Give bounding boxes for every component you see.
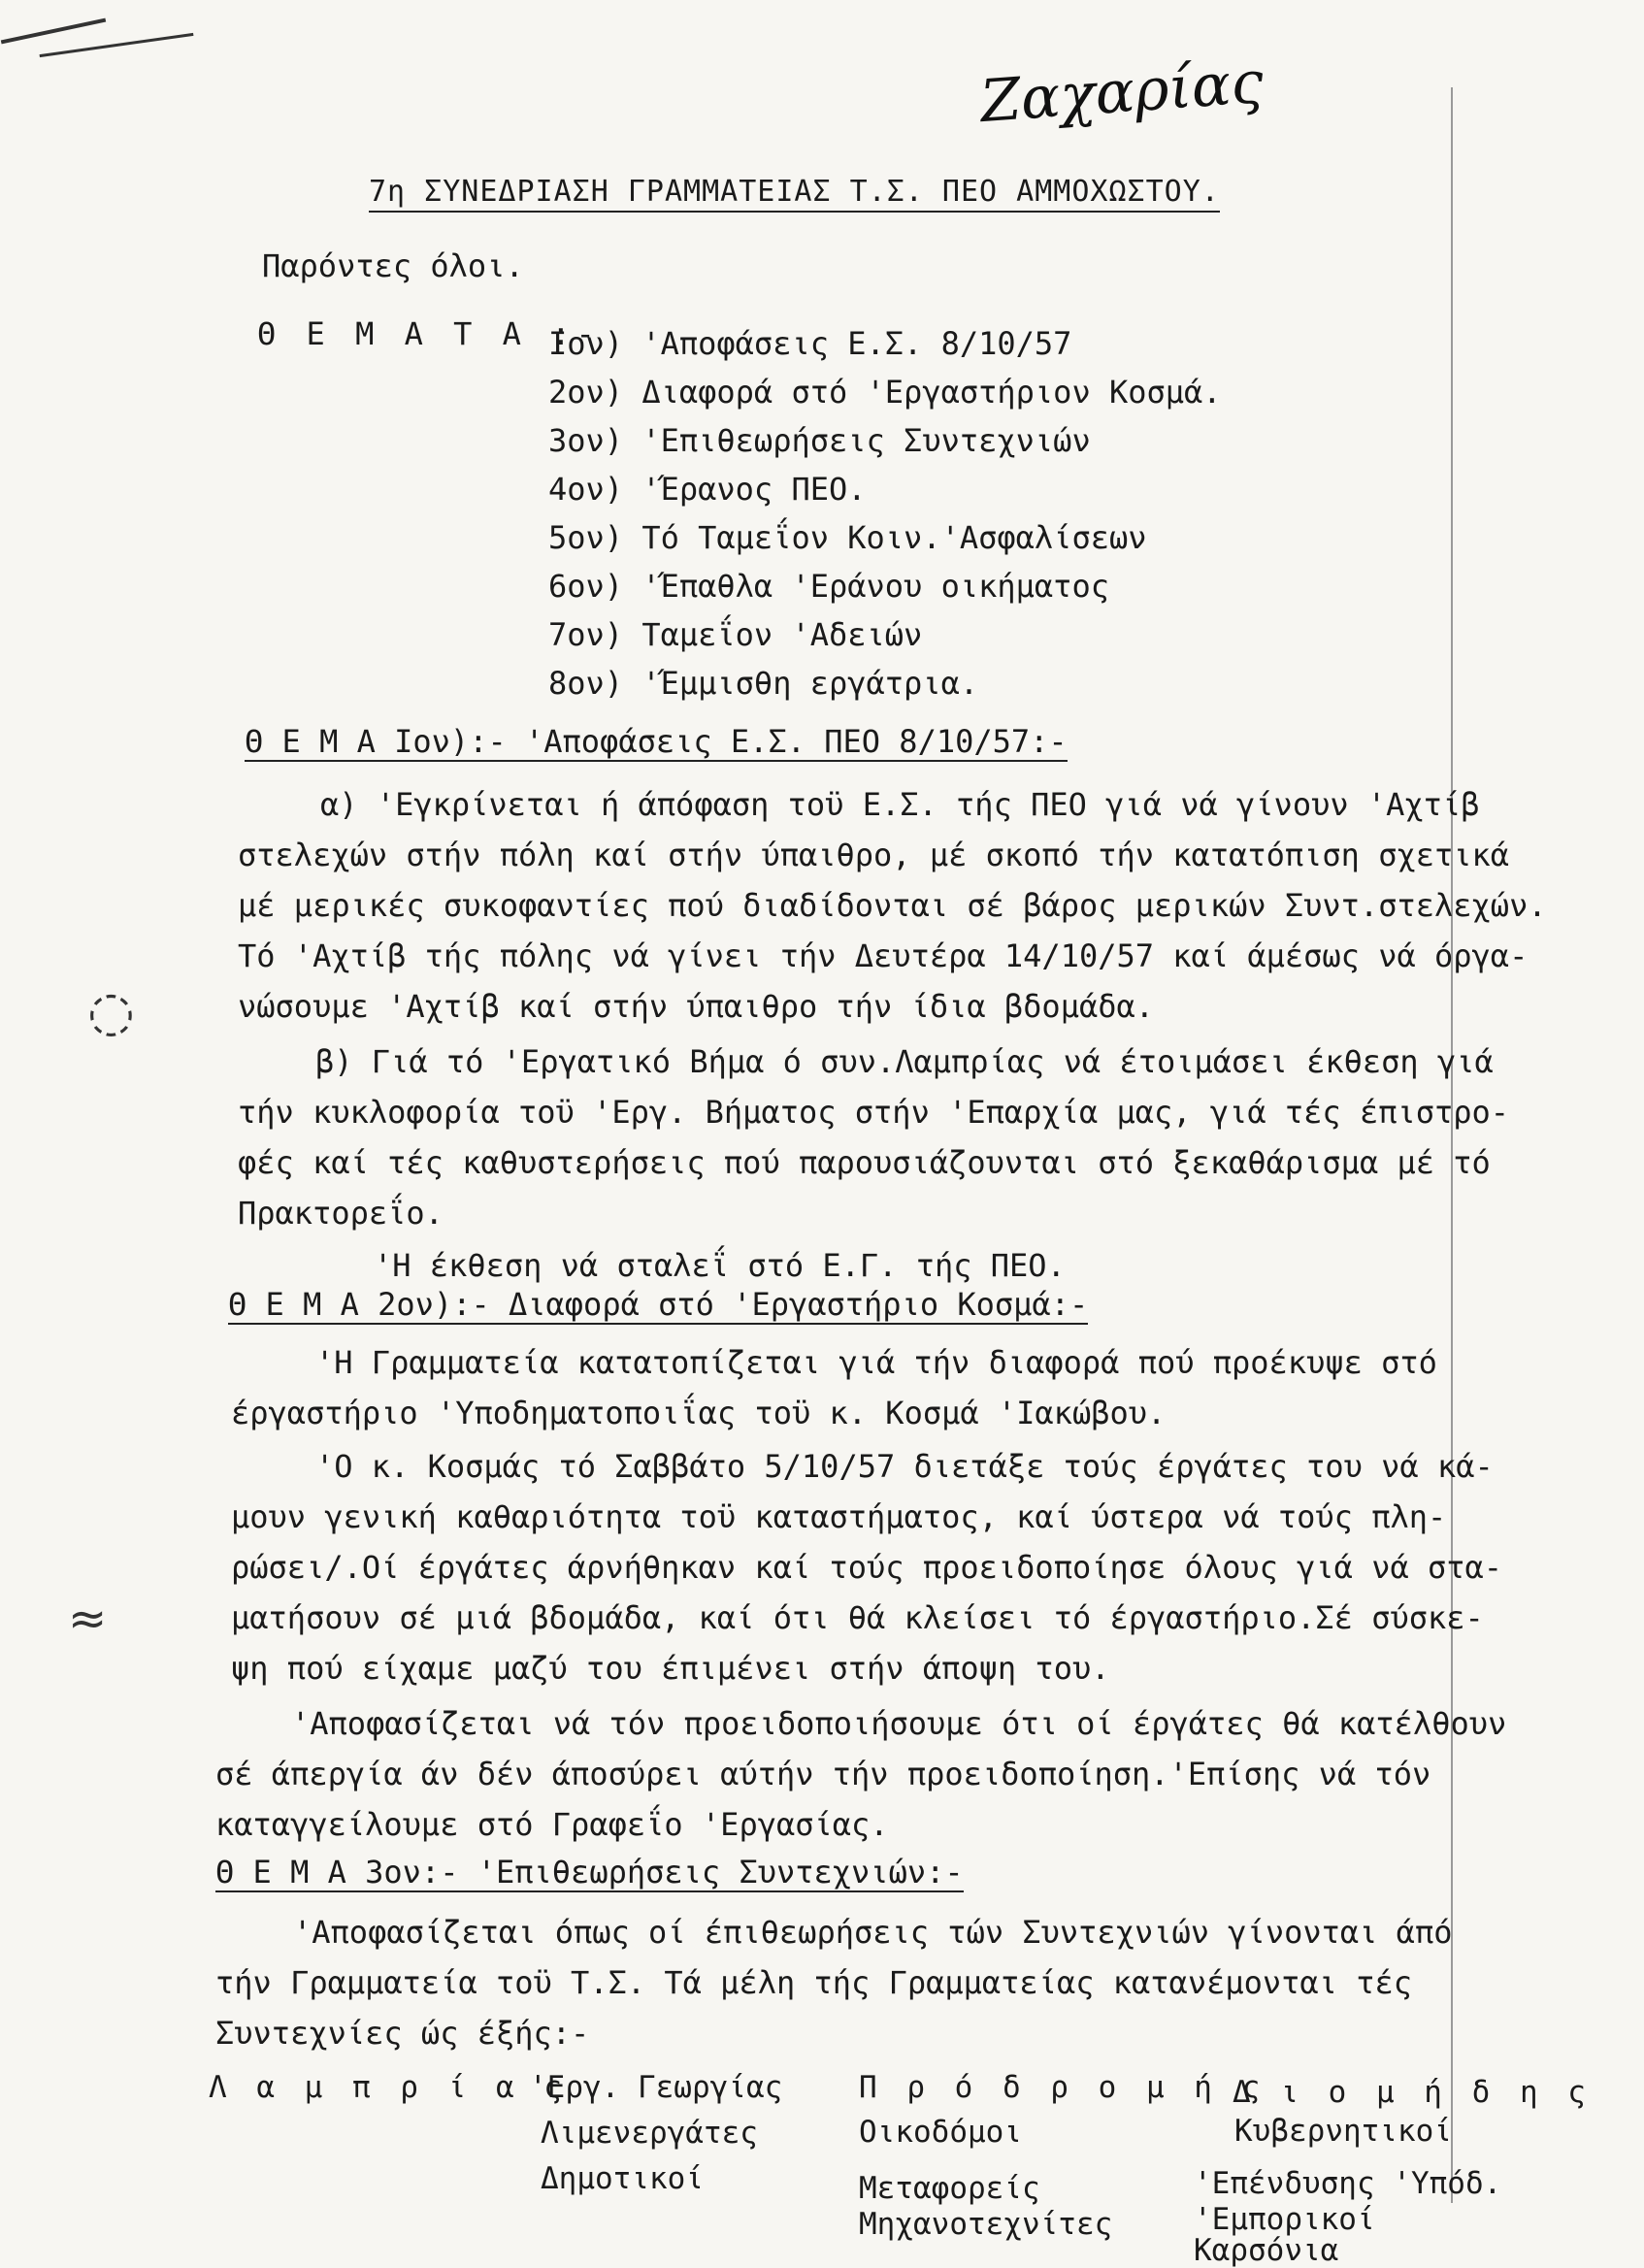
margin-circle-mark: ◌ [87,980,135,1043]
member-name: Π ρ ό δ ρ ο μ ή ς [859,2070,1266,2105]
union-item: Λιμενεργάτες [541,2116,758,2151]
union-list [1194,2111,1502,2268]
paragraph-line: καταγγείλουμε στό Γραφεΐο 'Εργασίας. [215,1806,889,1843]
paragraph-line: ρώσει/.Οί έργάτες άρνήθηκαν καί τούς προειδοποίησε όλους γιά νά στα- [231,1549,1503,1586]
themes-label: Θ Ε Μ Α Τ Α :- [257,315,601,352]
theme-item: 3ον) 'Επιθεωρήσεις Συντεχνιών [548,422,1091,459]
theme-item: Ιον) 'Αποφάσεις Ε.Σ. 8/10/57 [548,325,1072,362]
paragraph-line: μουν γενική καθαριότητα τοϋ καταστήματος, καί ύστερα νά τούς πλη- [231,1498,1447,1535]
union-item: Κυβερνητικοί [1234,2114,1452,2149]
paragraph-line: τήν κυκλοφορία τοϋ 'Εργ. Βήματος στήν 'Επαρχία μας, γιά τές έπιστρο- [238,1094,1510,1131]
theme-item: 6ον) 'Έπαθλα 'Εράνου οικήματος [548,568,1109,605]
union-item: 'Επένδυσης 'Υπόδ. [1194,2166,1502,2201]
paragraph-line: έργαστήριο 'Υποδηματοποιΐας τοϋ κ. Κοσμά 'Ιακώβου. [231,1395,1167,1431]
paragraph-line: ματήσουν σέ μιά βδομάδα, καί ότι θά κλείσει τό έργαστήριο.Σέ σύσκε- [231,1599,1484,1636]
scan-mark-top-left-2 [40,33,194,57]
paragraph-line: α) 'Εγκρίνεται ή άπόφαση τοϋ Ε.Σ. τής ΠΕΟ γιά νά γίνουν 'Αχτίβ [320,786,1480,823]
paragraph-line: 'Αποφασίζεται όπως οί έπιθεωρήσεις τών Συντεχνιών γίνονται άπό [293,1914,1453,1951]
paragraph-line: μέ μερικές συκοφαντίες πού διαδίδονται σέ βάρος μερικών Συντ.στελεχών. [238,887,1547,924]
union-item: Μηχανοτεχνίτες [859,2207,1113,2242]
theme2-heading: Θ Ε Μ Α 2ον):- Διαφορά στό 'Εργαστήριο Κοσμά:- [228,1286,1089,1323]
attendance-line: Παρόντες όλοι. [262,247,524,284]
paragraph-line: 'Ο κ. Κοσμάς τό Σαββάτο 5/10/57 διετάξε τούς έργάτες του νά κά- [315,1448,1494,1485]
union-list [529,2065,782,2202]
theme-item: 5ον) Τό Ταμεΐον Κοιν.'Ασφαλίσεων [548,519,1147,556]
member-name: Δ ι ο μ ή δ η ς [1233,2075,1592,2110]
theme1-heading: Θ Ε Μ Α Ιον):- 'Αποφάσεις Ε.Σ. ΠΕΟ 8/10/57:- [245,723,1068,760]
handwritten-name: Ζαχαρίας [977,48,1266,137]
paragraph-line: 'Η Γραμματεία κατατοπίζεται γιά τήν διαφορά πού προέκυψε στό [315,1344,1437,1381]
union-item: 'Εμπορικοί [1194,2202,1375,2237]
union-item [1234,2152,1501,2163]
paragraph-line: Συντεχνίες ώς έξής:- [215,2015,590,2052]
union-item: Δημοτικοί [541,2161,704,2196]
union-item: Οικοδόμοι [859,2115,1022,2150]
theme3-heading: Θ Ε Μ Α 3ον:- 'Επιθεωρήσεις Συντεχνιών:- [215,1854,964,1890]
paragraph-line: Πρακτορεΐο. [238,1195,444,1232]
paragraph-line: σέ άπεργία άν δέν άποσύρει αύτήν τήν προειδοποίηση.'Επίσης νά τόν [215,1756,1431,1792]
theme-item: 8ον) 'Έμμισθη εργάτρια. [548,665,979,702]
union-item: Καρσόνια [1194,2233,1339,2268]
theme-item: 2ον) Διαφορά στό 'Εργαστήριον Κοσμά. [548,374,1222,411]
paragraph-line: β) Γιά τό 'Εργατικό Βήμα ό συν.Λαμπρίας νά έτοιμάσει έκθεση γιά [315,1043,1494,1080]
paragraph-line: ψη πού είχαμε μαζύ του έπιμένει στήν άποψη του. [231,1650,1110,1687]
margin-curl-mark: ≈ [68,1592,108,1646]
paragraph-line: φές καί τές καθυστερήσεις πού παρουσιάζουνται στό ξεκαθάρισμα μέ τό [238,1144,1491,1181]
union-item: 'Εργ. Γεωργίας [529,2070,783,2105]
union-item [859,2153,1112,2167]
member-name: Λ α μ π ρ ί α ς [209,2070,568,2105]
scan-mark-top-left [1,18,106,45]
document-title: 7η ΣΥΝΕΔΡΙΑΣΗ ΓΡΑΜΜΑΤΕΙΑΣ Τ.Σ. ΠΕΟ ΑΜΜΟΧΩΣΤΟΥ. [369,175,1220,213]
paragraph-line: νώσουμε 'Αχτίβ καί στήν ύπαιθρο τήν ίδια βδομάδα. [238,988,1155,1025]
union-list [859,2111,1113,2242]
union-item: Μεταφορείς [859,2171,1040,2206]
paragraph-line: 'Η έκθεση νά σταλεΐ στό Ε.Γ. τής ΠΕΟ. [374,1247,1066,1284]
theme-item: 4ον) 'Έρανος ΠΕΟ. [548,471,867,508]
theme-item: 7ον) Ταμεΐον 'Αδειών [548,616,923,653]
paragraph-line: 'Αποφασίζεται νά τόν προειδοποιήσουμε ότι οί έργάτες θά κατέλθουν [291,1705,1507,1742]
paragraph-line: Τό 'Αχτίβ τής πόλης νά γίνει τήν Δευτέρα 14/10/57 καί άμέσως νά όργα- [238,937,1529,974]
paragraph-line: στελεχών στήν πόλη καί στήν ύπαιθρο, μέ σκοπό τήν κατατόπιση σχετικά [238,837,1510,873]
paragraph-line: τήν Γραμματεία τοϋ Τ.Σ. Τά μέλη τής Γραμματείας κατανέμονται τές [215,1964,1412,2001]
